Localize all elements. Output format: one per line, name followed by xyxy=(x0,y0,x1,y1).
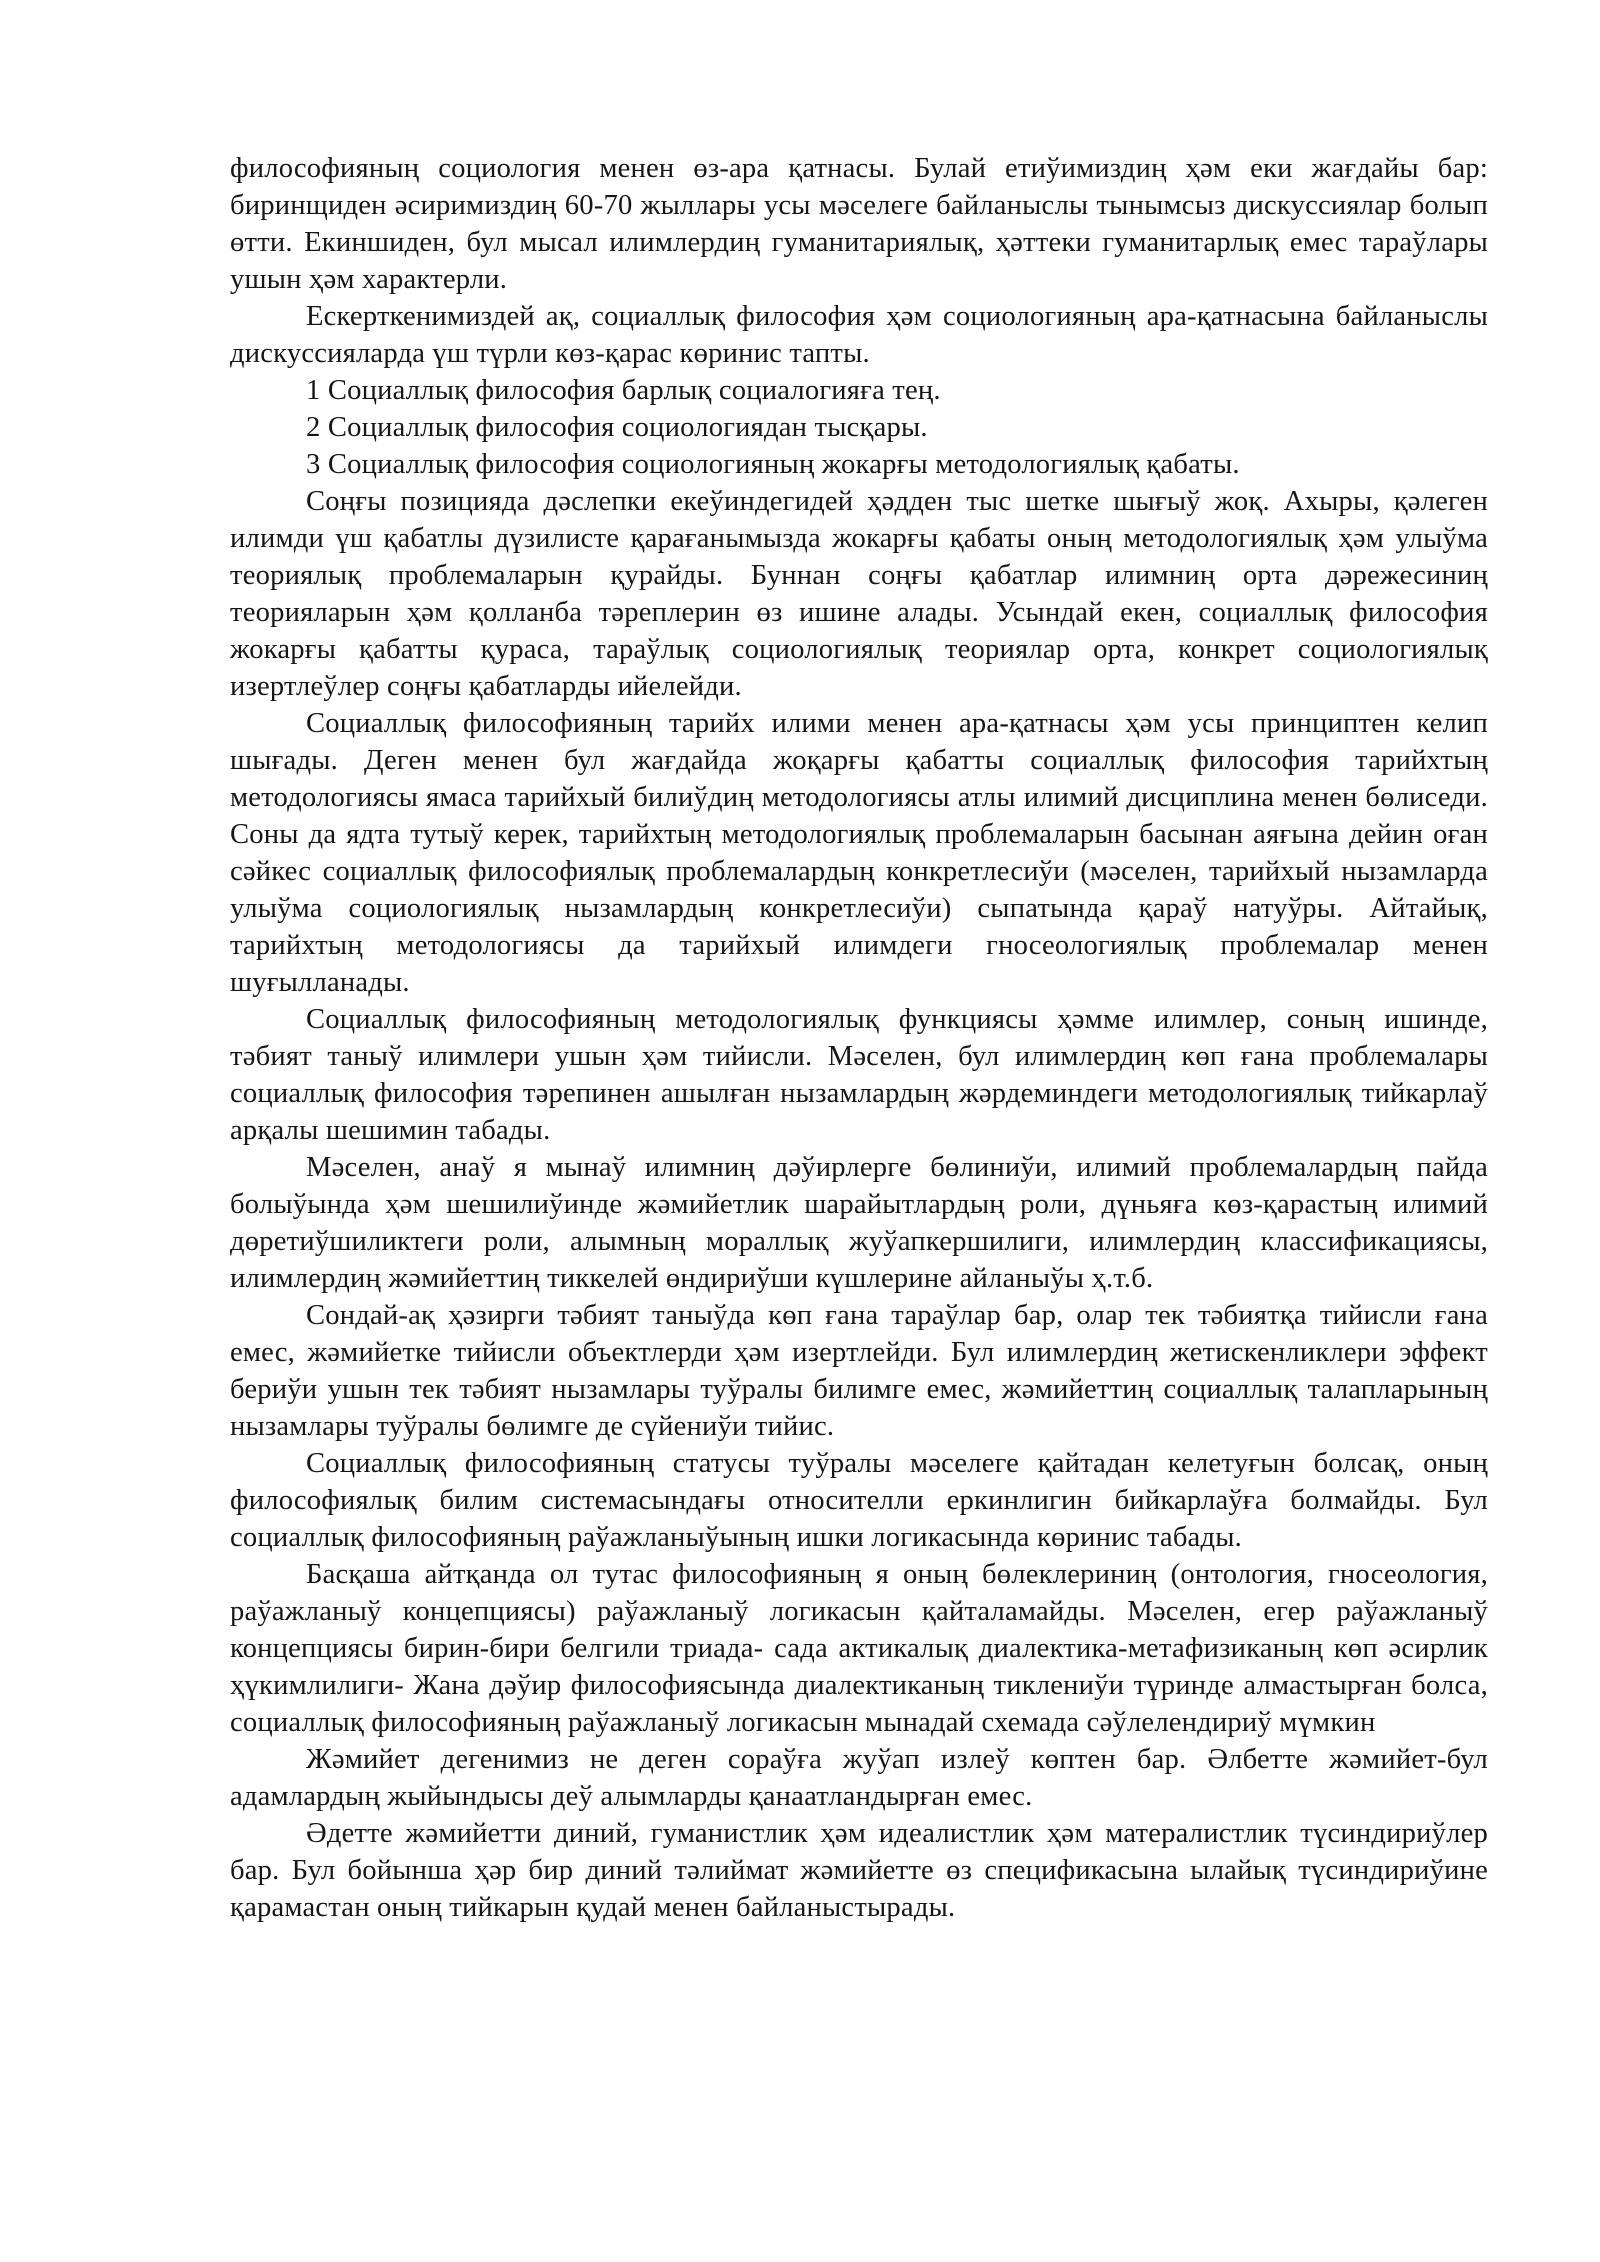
paragraph: Социаллық философияның методологиялық функциясы ҳәмме илимлер, соның ишинде, тәбият таныў илимлери ушын ҳәм тийисли. Мәселен, бул илимлердиң көп ғана проблемалары социаллық философия тәрепинен ашылған нызамлардың жәрдеминдеги методологиялық тийкарлаў арқалы шешимин табады. xyxy=(230,1004,1488,1146)
paragraph: Соңғы позицияда дәслепки екеўиндегидей ҳәдден тыс шетке шығыў жоқ. Ахыры, қәлеген илимди үш қабатлы дүзилисте қарағанымызда жокарғы қабаты оның методологиялық ҳәм улыўма теориялық проблемаларын қурайды. Буннан соңғы қабатлар илимниң орта дәрежесиниң теорияларын ҳәм қолланба тәреплерин өз ишине алады. Усындай екен, социаллық философия жокарғы қабатты қураса, тараўлық социологиялық теориялар орта, конкрет социологиялық изертлеўлер соңғы қабатларды ийелейди. xyxy=(230,486,1488,702)
document-page xyxy=(230,150,1488,1926)
list-item: 3 Социаллық философия социологияның жокарғы методологиялық қабаты. xyxy=(306,449,1240,480)
paragraph: Жәмийет дегенимиз не деген сораўға жуўап излеў көптен бар. Әлбетте жәмийет-бул адамлардың жыйындысы деў алымларды қанаатландырған емес. xyxy=(230,1744,1488,1812)
paragraph: Ескерткенимиздей ақ, социаллық философия ҳәм социологияның ара-қатнасына байланыслы дискуссияларда үш түрли көз-қарас көринис тапты. xyxy=(230,301,1488,369)
list-item: 2 Социаллық философия социологиядан тысқары. xyxy=(306,412,928,443)
paragraph: Социаллық философияның статусы туўралы мәселеге қайтадан келетуғын болсақ, оның философиялық билим системасындағы относителли еркинлигин бийкарлаўға болмайды. Бул социаллық философияның раўажланыўының ишки логикасында көринис табады. xyxy=(230,1448,1488,1553)
paragraph: Әдетте жәмийетти диний, гуманистлик ҳәм идеалистлик ҳәм матералистлик түсиндириўлер бар. Бул бойынша ҳәр бир диний тәлиймат жәмийетте өз спецификасына ылайық түсиндириўине қарамастан оның тийкарын қудай менен байланыстырады. xyxy=(230,1818,1488,1923)
paragraph: Сондай-ақ ҳәзирги тәбият таныўда көп ғана тараўлар бар, олар тек тәбиятқа тийисли ғана емес, жәмийетке тийисли объектлерди ҳәм изертлейди. Бул илимлердиң жетискенликлери эффект бериўи ушын тек тәбият нызамлары туўралы билимге емес, жәмийеттиң социаллық талапларының нызамлары туўралы бөлимге де сүйениўи тийис. xyxy=(230,1300,1488,1442)
paragraph-continuation: философияның социология менен өз-ара қатнасы. Булай етиўимиздиң ҳәм еки жағдайы бар: биринщиден әсиримиздиң 60-70 жыллары усы мәселеге байланыслы тынымсыз дискуссиялар болып өтти. Екиншиден, бул мысал илимлердиң гуманитариялық, ҳәттеки гуманитарлық емес тараўлары ушын ҳәм характерли. xyxy=(230,153,1488,295)
paragraph: Басқаша айтқанда ол тутас философияның я оның бөлеклериниң (онтология, гносеология, раўажланыў концепциясы) раўажланыў логикасын қайталамайды. Мәселен, егер раўажланыў концепциясы бирин-бири белгили триада- сада актикалық диалектика-метафизиканың көп әсирлик ҳүкимлилиги- Жана дәўир философиясында диалектиканың тиклениўи түринде алмастырған болса, социаллық философияның раўажланыў логикасын мынадай схемада сәўлелендириў мүмкин xyxy=(230,1559,1488,1738)
list-item: 1 Социаллық философия барлық социалогияға тең. xyxy=(306,375,941,406)
paragraph: Социаллық философияның тарийх илими менен ара-қатнасы ҳәм усы принциптен келип шығады. Деген менен бул жағдайда жоқарғы қабатты социаллық философия тарийхтың методологиясы ямаса тарийхый билиўдиң методологиясы атлы илимий дисциплина менен бөлиседи. Соны да ядта тутыў керек, тарийхтың методологиялық проблемаларын басынан аяғына дейин оған сәйкес социаллық философиялық проблемалардың конкретлесиўи (мәселен, тарийхый нызамларда улыўма социологиялық нызамлардың конкретлесиўи) сыпатында қараў натуўры. Айтайық, тарийхтың методологиясы да тарийхый илимдеги гносеологиялық проблемалар менен шуғылланады. xyxy=(230,708,1488,998)
paragraph: Мәселен, анаў я мынаў илимниң дәўирлерге бөлиниўи, илимий проблемалардың пайда болыўында ҳәм шешилиўинде жәмийетлик шарайытлардың роли, дүньяға көз-қарастың илимий дөретиўшиликтеги роли, алымның мораллық жуўапкершилиги, илимлердиң классификациясы, илимлердиң жәмийеттиң тиккелей өндириўши күшлерине айланыўы ҳ.т.б. xyxy=(230,1152,1488,1294)
